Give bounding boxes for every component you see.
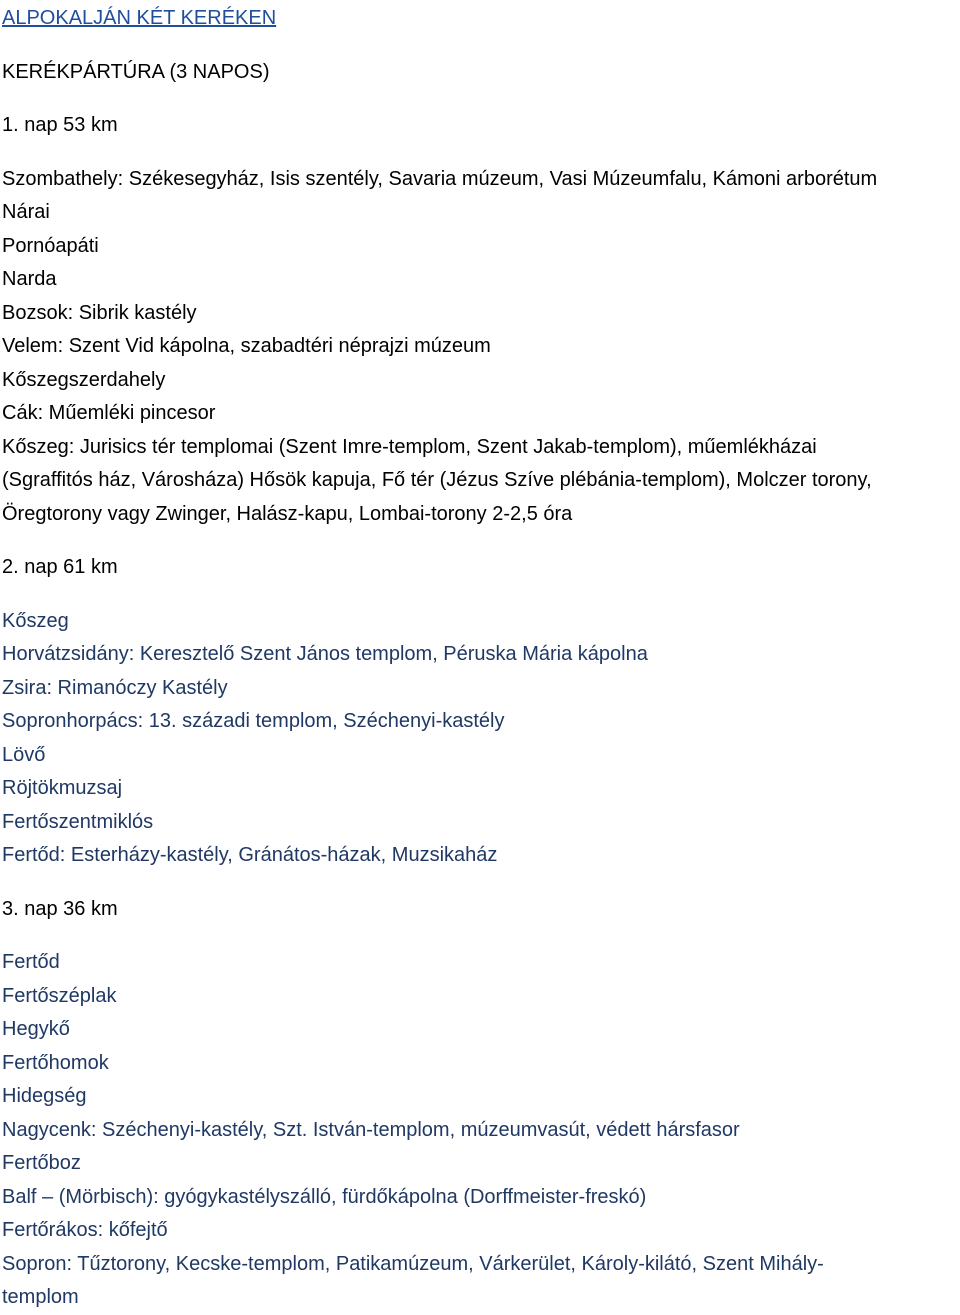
day-3-stop: templom bbox=[2, 1286, 79, 1308]
day-1-stop: (Sgraffitós ház, Városháza) Hősök kapuja, Fő tér (Jézus Szíve plébánia-templom), Molczer torony, bbox=[2, 469, 872, 491]
day-2-stop: Fertőszentmiklós bbox=[2, 810, 154, 833]
day-1-heading: 1. nap 53 km bbox=[2, 114, 118, 136]
day-2-stop: Horvátzsidány: Keresztelő Szent János templom, Péruska Mária kápolna bbox=[2, 643, 648, 665]
day-1-stop: Cák: Műemléki pincesor bbox=[2, 402, 216, 424]
day-2-stop: Kőszeg bbox=[2, 609, 69, 632]
day-2-stops bbox=[2, 605, 958, 873]
day-1-stop: Bozsok: Sibrik kastély bbox=[2, 301, 197, 324]
day-3-heading: 3. nap 36 km bbox=[2, 897, 118, 920]
day-2-stop: Sopronhorpács: 13. századi templom, Széchenyi-kastély bbox=[2, 710, 505, 732]
day-3-stop: Hegykő bbox=[2, 1018, 70, 1040]
day-1-stop: Pornóapáti bbox=[2, 234, 99, 257]
day-3-stops bbox=[2, 946, 958, 1315]
day-1-stops bbox=[2, 163, 958, 532]
day-3-stop: Fertőrákos: kőfejtő bbox=[2, 1219, 168, 1241]
day-3-stop: Balf – (Mörbisch): gyógykastélyszálló, fürdőkápolna (Dorffmeister-freskó) bbox=[2, 1185, 647, 1208]
day-3-stop: Fertőd bbox=[2, 951, 60, 973]
day-3-stop: Nagycenk: Széchenyi-kastély, Szt. István-templom, múzeumvasút, védett hársfasor bbox=[2, 1118, 740, 1141]
day-3-stop: Fertőszéplak bbox=[2, 984, 117, 1007]
day-3-stop: Hidegség bbox=[2, 1085, 87, 1107]
document-subtitle: KERÉKPÁRTÚRA (3 NAPOS) bbox=[2, 60, 270, 83]
day-1-stop: Nárai bbox=[2, 201, 50, 223]
document-body bbox=[2, 2, 958, 1315]
day-1-stop: Kőszegszerdahely bbox=[2, 368, 166, 391]
day-1-stop: Velem: Szent Vid kápolna, szabadtéri néprajzi múzeum bbox=[2, 335, 491, 357]
day-2-stop: Fertőd: Esterházy-kastély, Gránátos-házak, Muzsikaház bbox=[2, 844, 498, 866]
day-3-stop: Sopron: Tűztorony, Kecske-templom, Patikamúzeum, Várkerület, Károly-kilátó, Szent Mihály- bbox=[2, 1252, 824, 1275]
day-2-stop: Lövő bbox=[2, 743, 46, 766]
day-1-stop: Öregtorony vagy Zwinger, Halász-kapu, Lombai-torony 2-2,5 óra bbox=[2, 502, 573, 525]
day-1-stop: Kőszeg: Jurisics tér templomai (Szent Imre-templom, Szent Jakab-templom), műemlékházai bbox=[2, 435, 817, 458]
document-title-link[interactable]: ALPOKALJÁN KÉT KERÉKEN bbox=[2, 7, 277, 29]
day-1-stop: Szombathely: Székesegyház, Isis szentély, Savaria múzeum, Vasi Múzeumfalu, Kámoni arborétum bbox=[2, 167, 878, 190]
day-3-stop: Fertőboz bbox=[2, 1152, 81, 1174]
day-2-stop: Zsira: Rimanóczy Kastély bbox=[2, 676, 228, 699]
day-1-stop: Narda bbox=[2, 268, 57, 290]
day-3-stop: Fertőhomok bbox=[2, 1051, 109, 1074]
day-2-heading: 2. nap 61 km bbox=[2, 556, 118, 578]
day-2-stop: Röjtökmuzsaj bbox=[2, 777, 123, 799]
